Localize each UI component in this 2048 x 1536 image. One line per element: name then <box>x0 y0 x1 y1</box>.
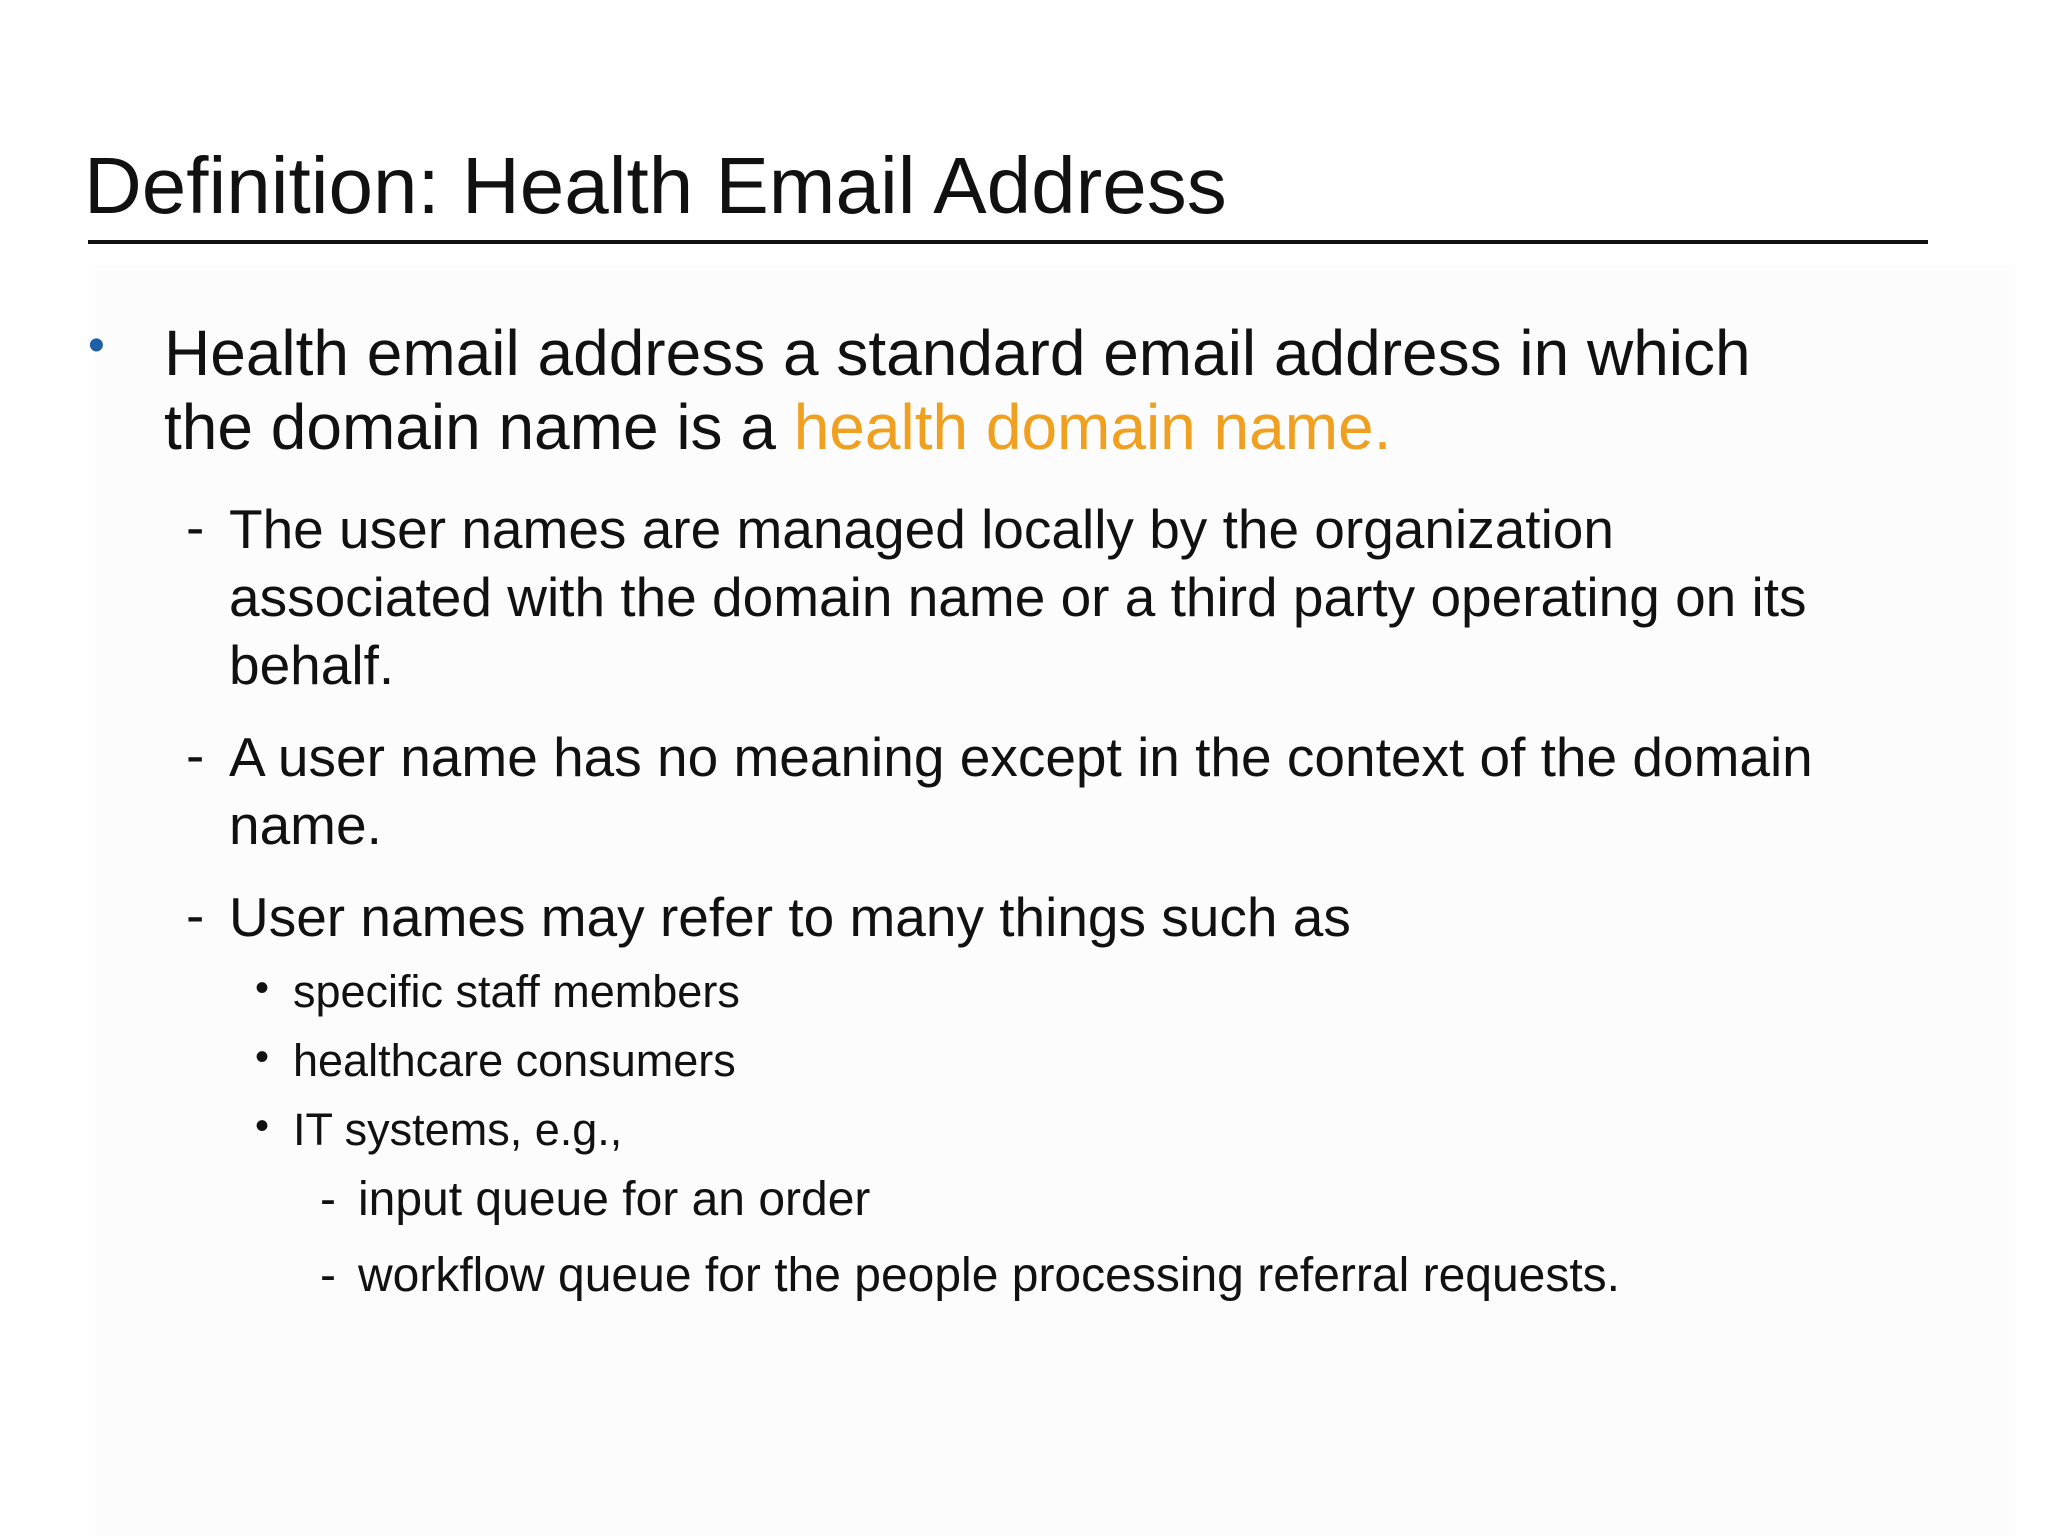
title-underline <box>88 240 1928 244</box>
dash-marker: - <box>320 1173 336 1226</box>
example-item: healthcare consumers <box>293 1035 736 1086</box>
sub-point-1-line3: behalf. <box>229 634 395 696</box>
sub-point-3-line1: User names may refer to many things such as <box>229 886 1351 948</box>
health-domain-name-highlight: health domain name. <box>793 391 1392 463</box>
dash-marker: - <box>186 496 205 558</box>
it-example-item: workflow queue for the people processing referral requests. <box>358 1249 1621 1302</box>
small-bullet-icon: • <box>255 966 270 1010</box>
sub-point-1 <box>229 495 1807 699</box>
dash-marker: - <box>186 724 205 786</box>
it-example-item: input queue for an order <box>358 1173 871 1226</box>
sub-point-2-line1: A user name has no meaning except in the context of the domain <box>229 726 1813 788</box>
small-bullet-icon: • <box>255 1035 270 1079</box>
bullet-icon: • <box>88 319 105 372</box>
small-bullet-icon: • <box>255 1104 270 1148</box>
sub-point-3 <box>229 883 1351 951</box>
dash-marker: - <box>186 884 205 946</box>
sub-point-2-line2: name. <box>229 794 382 856</box>
main-point <box>164 316 1751 464</box>
sub-point-1-line1: The user names are managed locally by the organization <box>229 498 1614 560</box>
main-point-line2: the domain name is a <box>164 391 794 463</box>
example-item: IT systems, e.g., <box>293 1104 623 1155</box>
sub-point-1-line2: associated with the domain name or a third party operating on its <box>229 566 1807 628</box>
example-item: specific staff members <box>293 966 740 1017</box>
dash-marker: - <box>320 1249 336 1302</box>
slide-title: Definition: Health Email Address <box>84 141 1227 230</box>
main-point-line1: Health email address a standard email address in which <box>164 317 1751 389</box>
sub-point-2 <box>229 723 1813 859</box>
